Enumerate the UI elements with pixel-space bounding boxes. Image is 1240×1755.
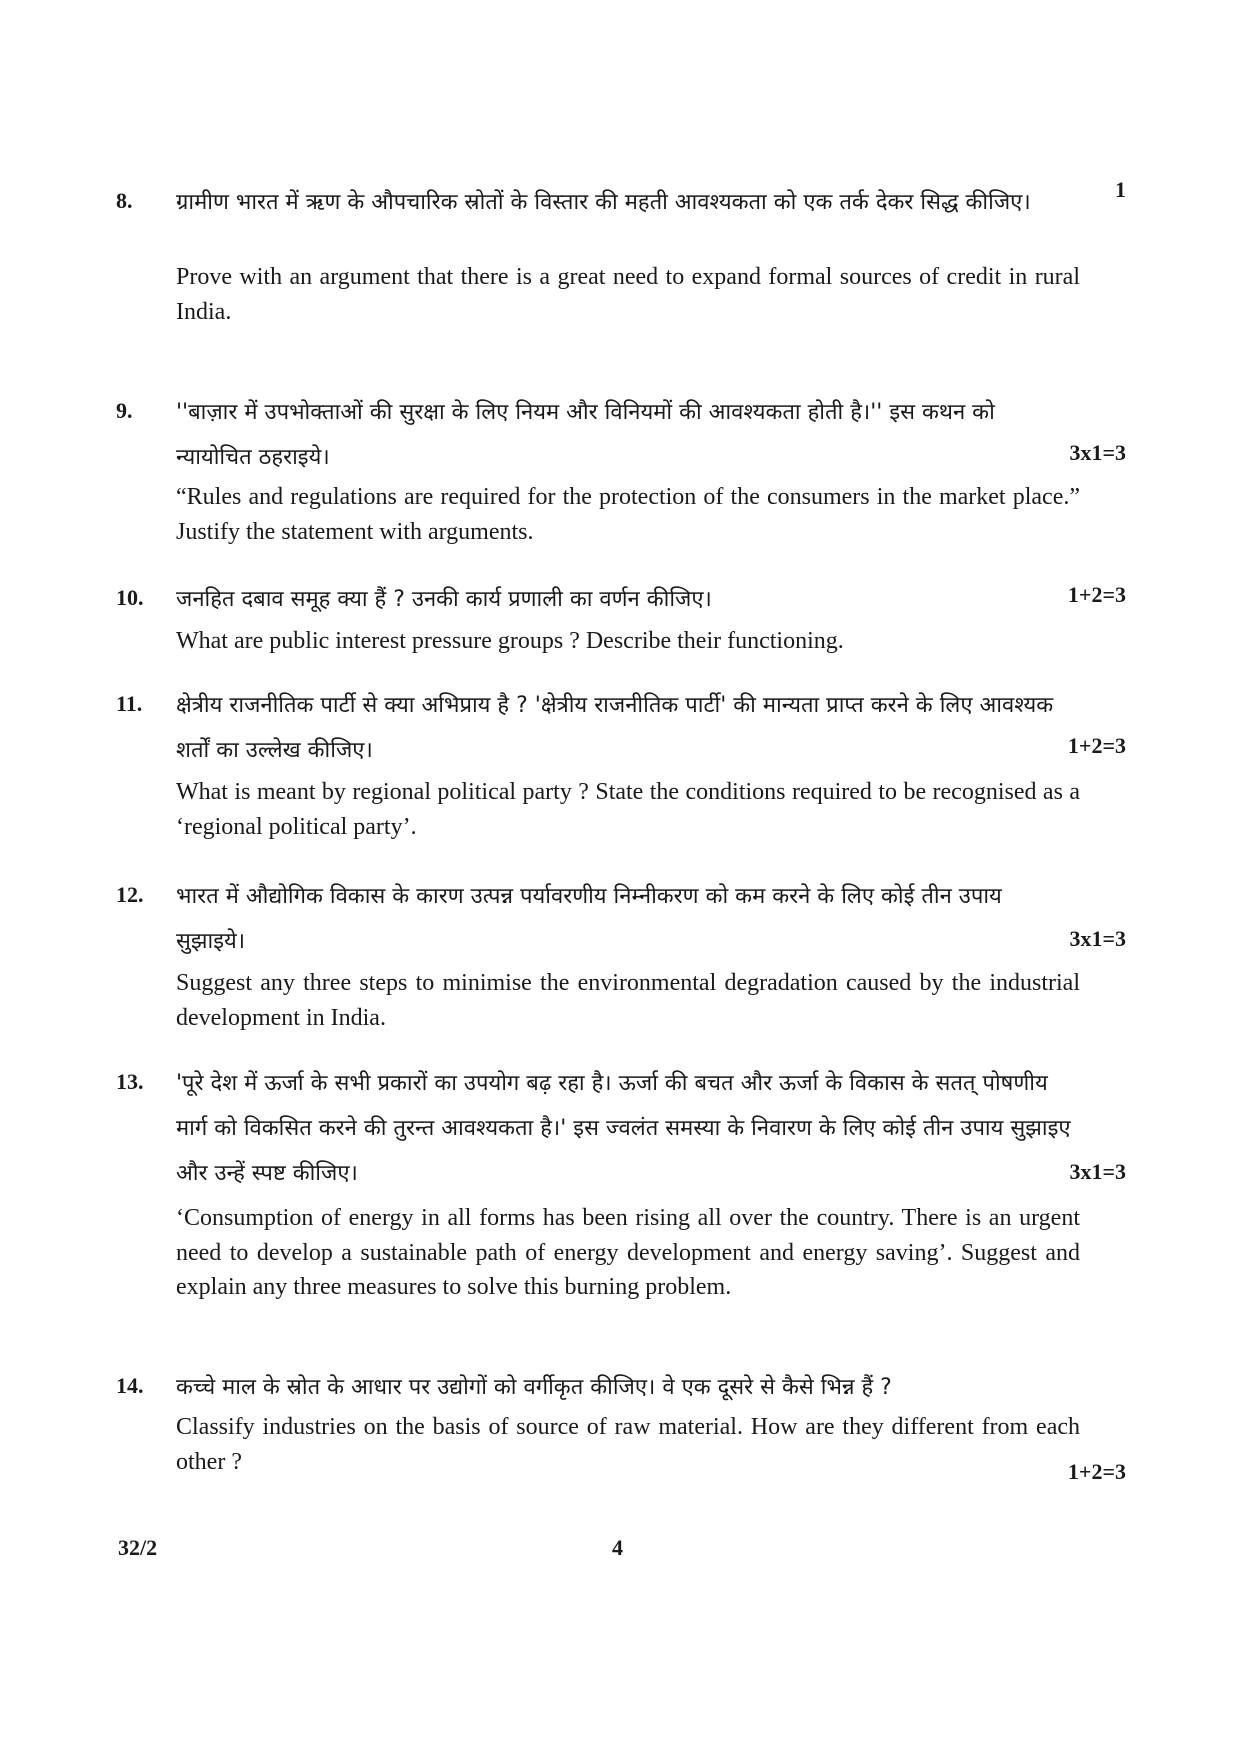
paper-code: 32/2: [118, 1535, 158, 1560]
question-text-english: “Rules and regulations are required for the protection of the consumers in the market place.” Justify the statement with arguments.: [176, 484, 1080, 545]
question-number: 8.: [116, 188, 133, 213]
question-text-english: Classify industries on the basis of source of raw material. How are they different from each other ?: [176, 1414, 1080, 1475]
page-number: 4: [612, 1535, 623, 1560]
question-text-english: ‘Consumption of energy in all forms has been rising all over the country. There is an urgent need to develop a sustainable path of energy development and energy saving’. Suggest and explain any three measures to solve this burning problem.: [176, 1205, 1080, 1300]
question-number: 13.: [116, 1069, 144, 1094]
question-text-hindi: भारत में औद्योगिक विकास के कारण उत्पन्न पर्यावरणीय निम्नीकरण को कम करने के लिए कोई तीन उपाय सुझाइये।: [176, 884, 1002, 954]
question-number: 14.: [116, 1373, 144, 1398]
question-marks: 1+2=3: [1067, 733, 1126, 758]
question-marks: 1: [1115, 177, 1126, 202]
question-marks: 1+2=3: [1067, 582, 1126, 607]
question-marks: 1+2=3: [1067, 1459, 1126, 1484]
question-text-hindi: क्षेत्रीय राजनीतिक पार्टी से क्या अभिप्राय है ? 'क्षेत्रीय राजनीतिक पार्टी' की मान्यता प्राप्त करने के लिए आवश्यक शर्तों का उल्लेख कीजिए।: [176, 693, 1054, 763]
question-text-hindi: 'पूरे देश में ऊर्जा के सभी प्रकारों का उपयोग बढ़ रहा है। ऊर्जा की बचत और ऊर्जा के विकास के सतत् पोषणीय मार्ग को विकसित करने की तुरन्त आवश्यकता है।' इस ज्वलंत समस्या के निवारण के लिए कोई तीन उपाय सुझाइए और उन्हें स्पष्ट कीजिए।: [176, 1071, 1071, 1186]
question-text-hindi: जनहित दबाव समूह क्या हैं ? उनकी कार्य प्रणाली का वर्णन कीजिए।: [176, 587, 712, 612]
question-marks: 3x1=3: [1069, 1159, 1126, 1184]
question-text-hindi: कच्चे माल के स्रोत के आधार पर उद्योगों को वर्गीकृत कीजिए। वे एक दूसरे से कैसे भिन्न हैं ?: [176, 1375, 892, 1400]
question-text-english: What is meant by regional political party ? State the conditions required to be recognised as a ‘regional political party’.: [176, 779, 1080, 840]
question-number: 12.: [116, 882, 144, 907]
question-number: 9.: [116, 398, 133, 423]
question-text-english: Prove with an argument that there is a great need to expand formal sources of credit in rural India.: [176, 264, 1080, 325]
question-text-hindi: ''बाज़ार में उपभोक्ताओं की सुरक्षा के लिए नियम और विनियमों की आवश्यकता होती है।'' इस कथन को न्यायोचित ठहराइये।: [176, 400, 995, 470]
question-text-english: What are public interest pressure groups ? Describe their functioning.: [176, 628, 844, 654]
question-marks: 3x1=3: [1069, 440, 1126, 465]
question-marks: 3x1=3: [1069, 926, 1126, 951]
question-text-hindi: ग्रामीण भारत में ऋण के औपचारिक स्रोतों के विस्तार की महती आवश्यकता को एक तर्क देकर सिद्ध कीजिए।: [176, 190, 1031, 215]
question-number: 10.: [116, 585, 144, 610]
question-number: 11.: [116, 691, 143, 716]
question-text-english: Suggest any three steps to minimise the environmental degradation caused by the industrial development in India.: [176, 970, 1080, 1031]
